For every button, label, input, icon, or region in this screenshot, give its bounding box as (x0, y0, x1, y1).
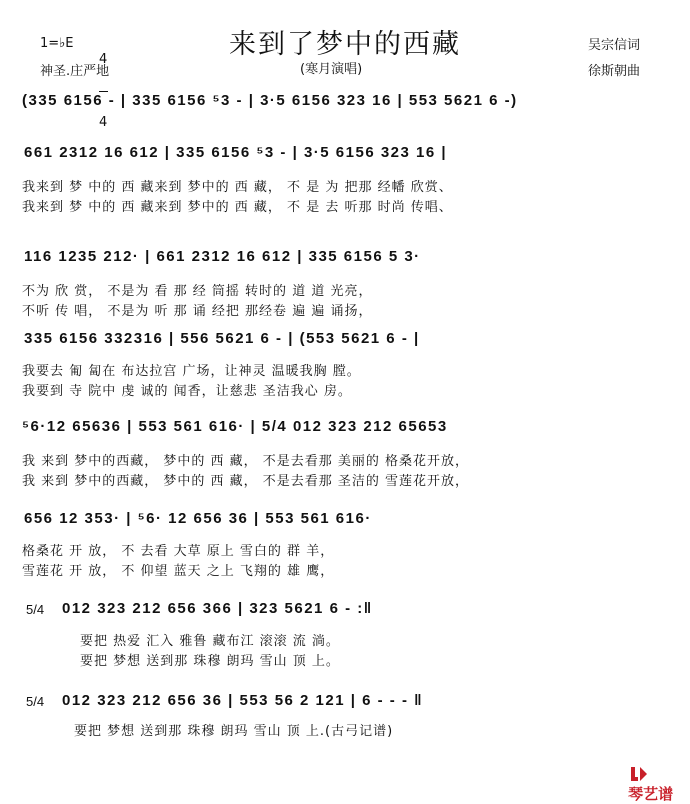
site-watermark (618, 744, 673, 804)
watermark-text: 琴艺谱 (628, 784, 674, 803)
lyric-line-3-verse-1: 不为 欣 赏， 不是为 看 那 经 筒摇 转时的 道 道 光亮， (22, 284, 373, 299)
lyric-line-5-verse-1: 我 来到 梦中的西藏， 梦中的 西 藏， 不是去看那 美丽的 格桑花开放， (22, 454, 470, 469)
song-title: 来到了梦中的西藏 (229, 29, 461, 60)
lyric-line-2-verse-2: 我来到 梦 中的 西 藏来到 梦中的 西 藏， 不 是 去 听那 时尚 传唱、 (22, 200, 453, 215)
meter-change-7: 5/4 (26, 602, 45, 617)
notation-line-5: ⁵6·12 65636 | 553 561 616· | 5/4 012 323 212 65653 (22, 418, 448, 435)
notation-line-4: 335 6156 332316 | 556 5621 6 - | (553 5621 6 - | (24, 330, 420, 347)
notation-line-3: 116 1235 212· | 661 2312 16 612 | 335 6156 5 3· (24, 248, 421, 265)
watermark-logo-icon (628, 765, 650, 783)
composer-credit: 徐斯朝曲 (588, 64, 641, 79)
lyric-line-6-verse-2: 雪莲花 开 放， 不 仰望 蓝天 之上 飞翔的 雄 鹰， (22, 564, 335, 579)
notation-line-6: 656 12 353· | ⁵6· 12 656 36 | 553 561 616· (24, 510, 372, 527)
lyric-line-7-verse-1: 要把 热爱 汇入 雅鲁 藏布江 滚滚 流 淌。 (80, 634, 340, 649)
notation-line-7: 012 323 212 656 366 | 323 5621 6 - :‖ (62, 600, 373, 617)
lyricist-credit: 吴宗信词 (588, 38, 641, 53)
time-signature-top: 4 (99, 52, 108, 67)
lyric-line-3-verse-2: 不听 传 唱， 不是为 听 那 诵 经把 那经卷 遍 遍 诵扬， (22, 304, 373, 319)
lyric-line-6-verse-1: 格桑花 开 放， 不 去看 大草 原上 雪白的 群 羊， (22, 544, 335, 559)
key-signature: 1=♭E (40, 36, 74, 51)
performer-credit: (寒月演唱) (300, 62, 363, 77)
meter-change-8: 5/4 (26, 694, 45, 709)
notation-line-8: 012 323 212 656 36 | 553 56 2 121 | 6 - - - ‖ (62, 692, 424, 709)
lyric-line-4-verse-1: 我要去 匍 匐在 布达拉宫 广场，让神灵 温暖我胸 膛。 (22, 364, 361, 379)
lyric-line-8-verse-1: 要把 梦想 送到那 珠穆 朗玛 雪山 顶 上.(古弓记谱) (74, 724, 394, 739)
expression-marking: 神圣.庄严地 (40, 64, 110, 79)
lyric-line-5-verse-2: 我 来到 梦中的西藏， 梦中的 西 藏， 不是去看那 圣洁的 雪莲花开放， (22, 474, 470, 489)
lyric-line-7-verse-2: 要把 梦想 送到那 珠穆 朗玛 雪山 顶 上。 (80, 654, 340, 669)
notation-line-2: 661 2312 16 612 | 335 6156 ⁵3 - | 3·5 6156 323 16 | (24, 144, 448, 161)
time-signature-bottom: 4 (99, 115, 108, 130)
notation-line-1: (335 6156 - | 335 6156 ⁵3 - | 3·5 6156 323 16 | 553 5621 6 -) (22, 92, 518, 109)
lyric-line-4-verse-2: 我要到 寺 院中 虔 诚的 闻香，让慈悲 圣洁我心 房。 (22, 384, 352, 399)
lyric-line-2-verse-1: 我来到 梦 中的 西 藏来到 梦中的 西 藏， 不 是 为 把那 经幡 欣赏、 (22, 180, 453, 195)
